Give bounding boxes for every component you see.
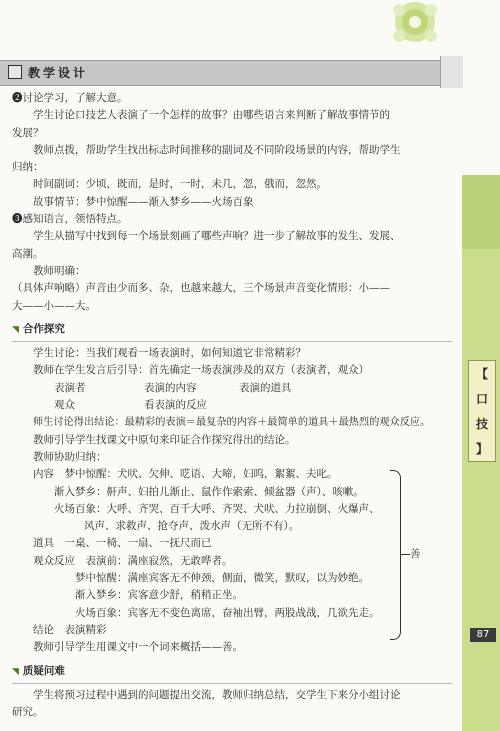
paragraph-line: 大——小——大。 [12,299,96,312]
role-row [12,380,457,397]
paragraph-line: 发展？ [12,126,44,139]
summary-line: 火场百象：宾客无不变色离席，奋袖出臂，两股战战，几欲先走。 [75,606,380,619]
section-divider [12,683,452,684]
summary-line: 渐入梦乡：宾客意少舒，稍稍正坐。 [75,589,243,602]
summary-line: 渐入梦乡：鼾声、妇拍儿渐止、鼠作作索索、倾盆器（声）、咳嗽。 [54,485,364,498]
role-cell: 看表演的反应 [144,399,207,412]
page-number: 87 [470,628,496,642]
tab-char: 口 [475,392,488,406]
role-cell: 表演的内容 [144,381,197,394]
role-cell: 表演的道具 [239,381,292,394]
role-cell: 观众 [54,399,75,412]
main-content [12,90,457,721]
brace-pointer [400,554,410,555]
section-title: 质疑问难 [22,664,65,677]
summary-line: 火场百象：大呼、齐哭、百千大呼、齐哭、犬吠、力拉崩倒、火爆声、 [54,502,380,515]
summary-line: 风声、求救声、抢夺声、泼水声（无所不有）。 [84,520,300,533]
role-cell: 表演者 [54,381,86,394]
paragraph-line: 高潮。 [12,247,44,260]
paragraph-line: 师生讨论得出结论：最精彩的表演＝最复杂的内容＋最简单的道具＋最热烈的观众反应。 [33,417,431,429]
paragraph-line: 教师引导学生用课文中一个词来概括——善。 [33,641,243,654]
step-heading: ❷讨论学习，了解大意。 [12,92,128,104]
checkbox-square-icon [8,65,22,79]
paragraph-line: 研究。 [12,706,44,719]
section-heading [12,321,457,339]
summary-line: 道具 一桌、一椅、一扇、一抚尺而已 [33,537,212,550]
right-side-strip-band [462,175,500,249]
paragraph-line: 时间副词：少顷，既而，是时，一时，未几，忽，俄而，忽然。 [33,178,327,191]
brace-label: 善 [410,548,421,561]
paragraph-line: 归纳： [12,161,44,174]
summary-line: 结论 表演精彩 [33,623,107,636]
section-divider [12,341,452,342]
header-end-tab [440,56,463,88]
paragraph-line: 学生从描写中找到每一个场景刻画了哪些声响？进一步了解故事的发生、发展、 [33,230,401,243]
paragraph-line: 故事情节：梦中惊醒——渐入梦乡——火场百象 [33,195,254,208]
paragraph-line: 学生讨论口技艺人表演了一个怎样的故事？由哪些语言来判断了解故事情节的 [33,109,390,122]
flower-ornament-icon [385,0,445,52]
paragraph-line: 教师明确： [33,264,86,277]
paragraph-line: 学生讨论：当我们观看一场表演时，如何知道它非常精彩？ [33,347,306,360]
paragraph-line: （具体声响略）声音由少而多、杂，也越来越大，三个场景声音变化情形：小—— [12,282,390,295]
summary-block [12,466,457,639]
summary-line: 内容 梦中惊醒：犬吠、欠伸、呓语、大啼，妇呜，絮絮、夫叱。 [33,468,338,481]
paragraph-line: 教师在学生发言后引导：首先确定一场表演涉及的双方（表演者，观众） [33,364,369,377]
arrow-marker-icon: ◥ [12,324,19,335]
paragraph-line: 教师点拨，帮助学生找出标志时间推移的副词及不同阶段场景的内容，帮助学生 [33,143,401,156]
tab-char: 【 [475,367,488,381]
chapter-tab [468,360,496,462]
paragraph-line: 教师引导学生找课文中原句来印证合作探究得出的结论。 [33,433,296,446]
paragraph-line: 教师协助归纳： [33,450,107,463]
header-title-text: 教学设计 [28,65,89,80]
paragraph-line: 学生将预习过程中遇到的问题提出交流，教师归纳总结，交学生下来分小组讨论 [33,688,401,701]
tab-char: 】 [475,442,488,456]
section-title: 合作探究 [22,322,65,335]
arrow-marker-icon: ◥ [12,666,19,677]
section-heading [12,663,457,681]
tab-char: 技 [475,417,488,431]
curly-brace [390,470,401,640]
summary-line: 梦中惊醒：满座宾客无不伸颈，侧面，微笑，默叹，以为妙绝。 [75,572,369,585]
summary-line: 观众反应 表演前：满座寂然，无敢哗者。 [33,554,233,567]
role-row [12,397,457,414]
step-heading: ❸感知语言，领悟特点。 [12,213,128,226]
header-title [8,63,88,81]
